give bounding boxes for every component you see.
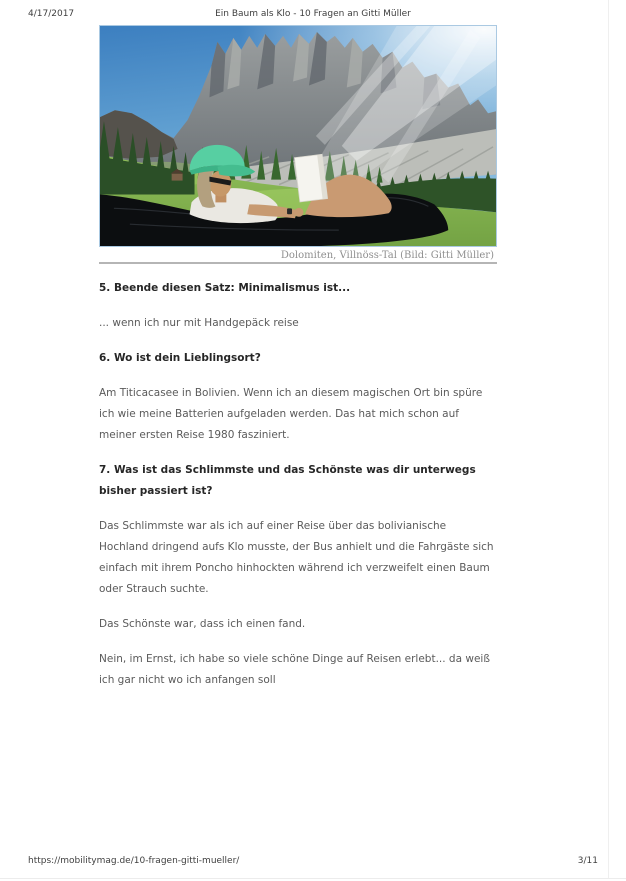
photo-caption: Dolomiten, Villnöss-Tal (Bild: Gitti Müller) [99,247,497,264]
page-edge-right [608,0,609,879]
answer-5-paragraph: ... wenn ich nur mit Handgepäck reise [99,317,299,329]
header-date: 4/17/2017 [28,9,75,19]
footer-page-number: 3/11 [577,856,598,866]
print-header [28,9,598,23]
book [294,154,327,202]
article-content [99,25,497,705]
person-watch [287,208,292,214]
answer-7-paragraph-1: Das Schlimmste war als ich auf einer Reise über das bolivianische Hochland dringend aufs Klo musste, der Bus anhielt und die Fahrgäste sich einfach mit ihrem Poncho hinhockten während ich verzweifelt einen Baum oder Strauch suchte. [99,520,494,595]
question-5-heading: 5. Beende diesen Satz: Minimalismus ist... [99,282,351,294]
answer-7-paragraph-3: Nein, im Ernst, ich habe so viele schöne Dinge auf Reisen erlebt... da weiß ich gar nicht wo ich anfangen soll [99,653,490,686]
answer-6-paragraph: Am Titicacasee in Bolivien. Wenn ich an diesem magischen Ort bin spüre ich wie meine Batterien aufgeladen werden. Das hat mich schon auf meiner ersten Reise 1980 fasziniert. [99,387,483,441]
print-footer [28,856,598,866]
question-7-heading: 7. Was ist das Schlimmste und das Schönste was dir unterwegs bisher passiert ist? [99,464,476,497]
question-6-heading: 6. Wo ist dein Lieblingsort? [99,352,261,364]
person-hand [295,208,304,217]
header-title: Ein Baum als Klo - 10 Fragen an Gitti Müller [215,9,411,19]
article-figure [99,25,497,264]
dolomites-photo [99,25,497,247]
answer-7-paragraph-2: Das Schönste war, dass ich einen fand. [99,618,306,630]
footer-url: https://mobilitymag.de/10-fragen-gitti-mueller/ [28,856,240,866]
page-edge-bottom [0,878,626,879]
